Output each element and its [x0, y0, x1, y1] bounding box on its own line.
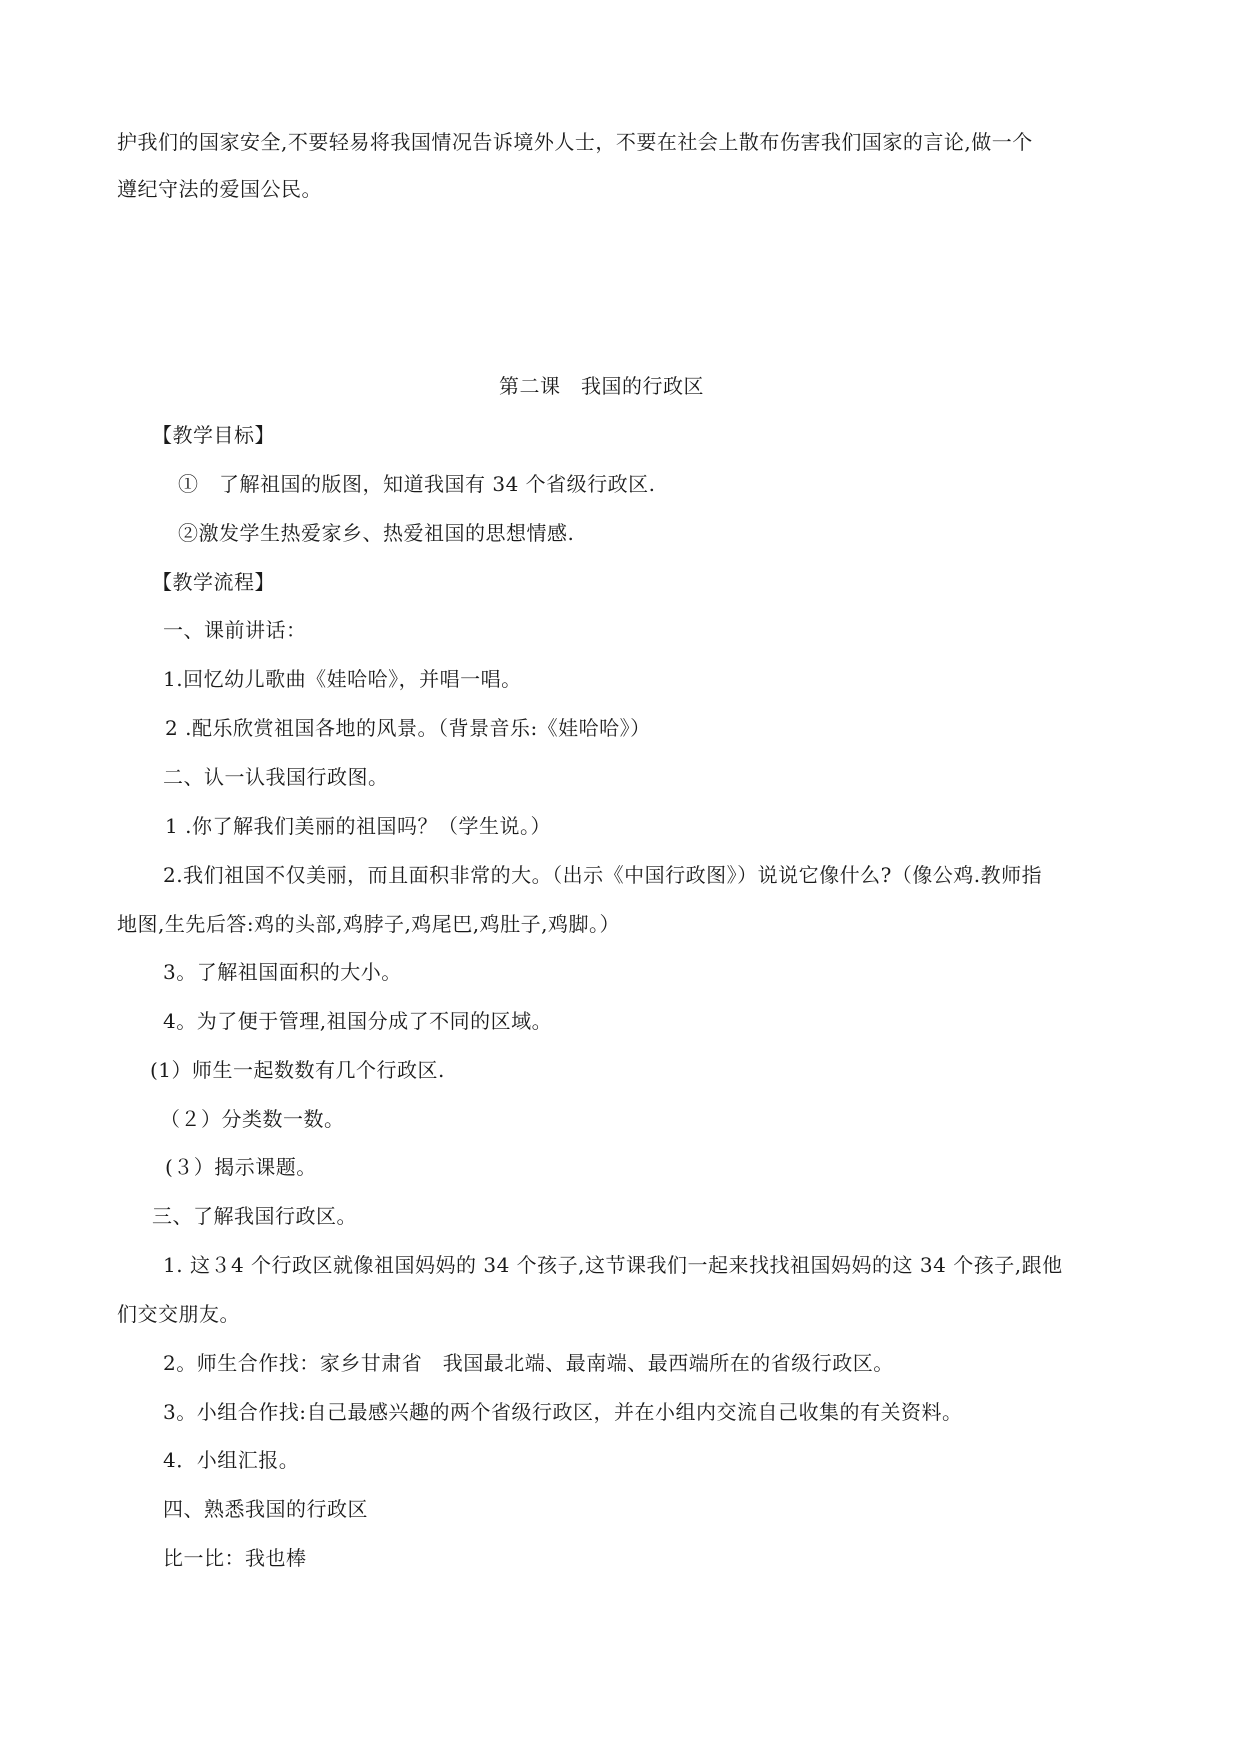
teaching-goal-1: ① 了解祖国的版图，知道我国有 34 个省级行政区. — [178, 472, 656, 496]
lesson-title: 第二课 我国的行政区 — [499, 374, 704, 398]
section-3-item-2: 2。师生合作找：家乡甘肃省 我国最北端、最南端、最西端所在的省级行政区。 — [163, 1351, 894, 1375]
section-3-item-3: 3。小组合作找:自己最感兴趣的两个省级行政区，并在小组内交流自己收集的有关资料。 — [163, 1400, 963, 1424]
paragraph-continuation-line-2: 遵纪守法的爱国公民。 — [117, 177, 322, 201]
section-2-item-1: 1 .你了解我们美丽的祖国吗？（学生说。） — [165, 814, 551, 838]
teaching-goal-2: ②激发学生热爱家乡、热爱祖国的思想情感. — [178, 521, 575, 545]
paragraph-continuation-line-1: 护我们的国家安全,不要轻易将我国情况告诉境外人士，不要在社会上散布伤害我们国家的言论,做一个 — [117, 130, 1033, 154]
section-3-item-1-line-1: 1. 这３4 个行政区就像祖国妈妈的 34 个孩子,这节课我们一起来找找祖国妈妈的这 34 个孩子,跟他 — [163, 1253, 1063, 1277]
section-1-item-1: 1.回忆幼儿歌曲《娃哈哈》，并唱一唱。 — [163, 667, 522, 691]
section-4-heading: 四、熟悉我国的行政区 — [163, 1497, 368, 1521]
teaching-process-heading: 【教学流程】 — [152, 570, 275, 594]
section-2-sub-item-1: (1）师生一起数数有几个行政区. — [150, 1058, 445, 1082]
section-1-item-2: 2 .配乐欣赏祖国各地的风景。（背景音乐:《娃哈哈》） — [165, 716, 651, 740]
section-2-item-2-line-1: 2.我们祖国不仅美丽，而且面积非常的大。（出示《中国行政图》）说说它像什么?（像公鸡.教师指 — [163, 863, 1043, 887]
section-2-sub-item-2: （２）分类数一数。 — [160, 1107, 345, 1131]
section-2-item-4: 4。为了便于管理,祖国分成了不同的区域。 — [163, 1009, 553, 1033]
section-2-item-3: 3。了解祖国面积的大小。 — [163, 960, 402, 984]
section-1-heading: 一、课前讲话： — [163, 618, 307, 642]
section-4-item-1: 比一比：我也棒 — [163, 1546, 307, 1570]
section-2-heading: 二、认一认我国行政图。 — [163, 765, 389, 789]
section-2-sub-item-3: (３）揭示课题。 — [165, 1155, 317, 1179]
section-3-heading: 三、了解我国行政区。 — [152, 1204, 357, 1228]
teaching-goals-heading: 【教学目标】 — [152, 423, 275, 447]
section-2-item-2-line-2: 地图,生先后答:鸡的头部,鸡脖子,鸡尾巴,鸡肚子,鸡脚。） — [117, 912, 621, 936]
section-3-item-1-line-2: 们交交朋友。 — [117, 1302, 240, 1326]
section-3-item-4: 4．小组汇报。 — [163, 1448, 300, 1472]
